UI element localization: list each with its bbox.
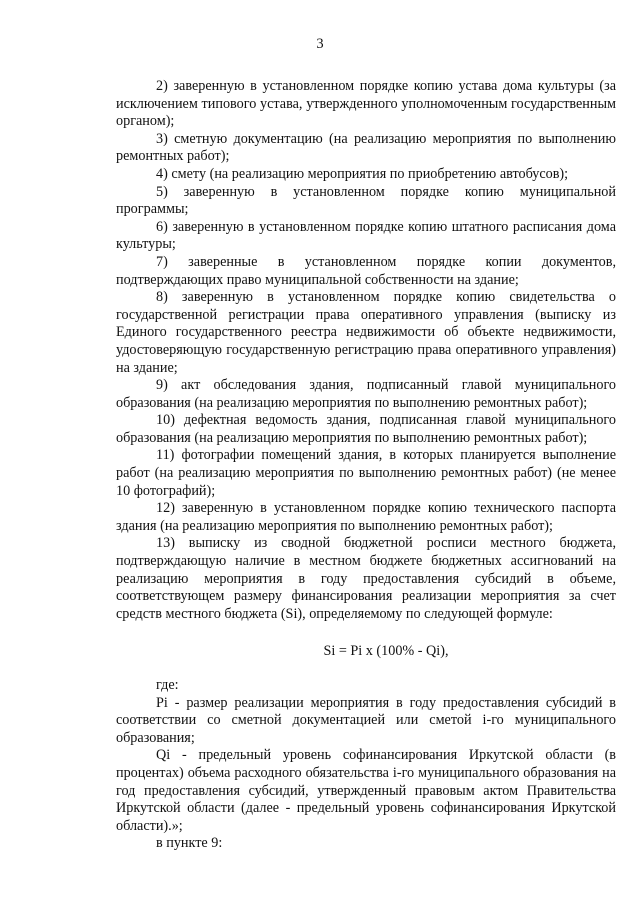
- list-item: 5) заверенную в установленном порядке копию муниципальной программы;: [116, 183, 616, 218]
- closing-line: в пункте 9:: [156, 835, 223, 852]
- list-item: 8) заверенную в установленном порядке копию свидетельства о государственной регистрации права оперативного управления (выписку из Единого государственного реестра недвижимости об объекте недвижимости, удостоверяющую государственную регистрацию права оперативного управления) на здание;: [116, 289, 616, 376]
- definition-item: Qi - предельный уровень софинансирования Иркутской области (в процентах) объема расходного обязательства i-го муниципального образования на год предоставления субсидий, утвержденный правовым актом Правительства Иркутской области (далее - предельный уровень софинансирования Иркутской области).»;: [116, 747, 616, 834]
- list-item: 13) выписку из сводной бюджетной росписи местного бюджета, подтверждающую наличие в местном бюджете бюджетных ассигнований на реализацию мероприятия в году предоставления субсидий в объеме, соответствующем размеру финансирования реализации мероприятия за счет средств местного бюджета (Si), определяемому по следующей формуле:: [116, 535, 616, 622]
- list-item: 10) дефектная ведомость здания, подписанная главой муниципального образования (на реализацию мероприятия по выполнению ремонтных работ);: [116, 412, 616, 446]
- formula: Si = Pi х (100% - Qi),: [323, 643, 449, 660]
- list-item: 3) сметную документацию (на реализацию мероприятия по выполнению ремонтных работ);: [116, 130, 616, 165]
- list-item: 9) акт обследования здания, подписанный главой муниципального образования (на реализацию мероприятия по выполнению ремонтных работ);: [116, 377, 616, 411]
- document-body: [116, 78, 616, 853]
- list-item: 11) фотографии помещений здания, в которых планируется выполнение работ (на реализацию мероприятия по выполнению ремонтных работ) (не менее 10 фотографий);: [116, 447, 616, 499]
- list-item: 7) заверенные в установленном порядке копии документов, подтверждающих право муниципальной собственности на здание;: [116, 253, 616, 288]
- list-item: 6) заверенную в установленном порядке копию штатного расписания дома культуры;: [116, 218, 616, 253]
- page-number: 3: [316, 36, 324, 52]
- definition-item: Pi - размер реализации мероприятия в году предоставления субсидий в соответствии со сметной документацией или сметой i-го муниципального образования;: [116, 694, 616, 746]
- where-label: где:: [156, 677, 179, 693]
- list-item: 4) смету (на реализацию мероприятия по приобретению автобусов);: [156, 165, 569, 182]
- list-item: 12) заверенную в установленном порядке копию технического паспорта здания (на реализацию мероприятия по выполнению ремонтных работ);: [116, 500, 616, 534]
- list-item: 2) заверенную в установленном порядке копию устава дома культуры (за исключением типового устава, утвержденного уполномоченным государственным органом);: [116, 78, 616, 130]
